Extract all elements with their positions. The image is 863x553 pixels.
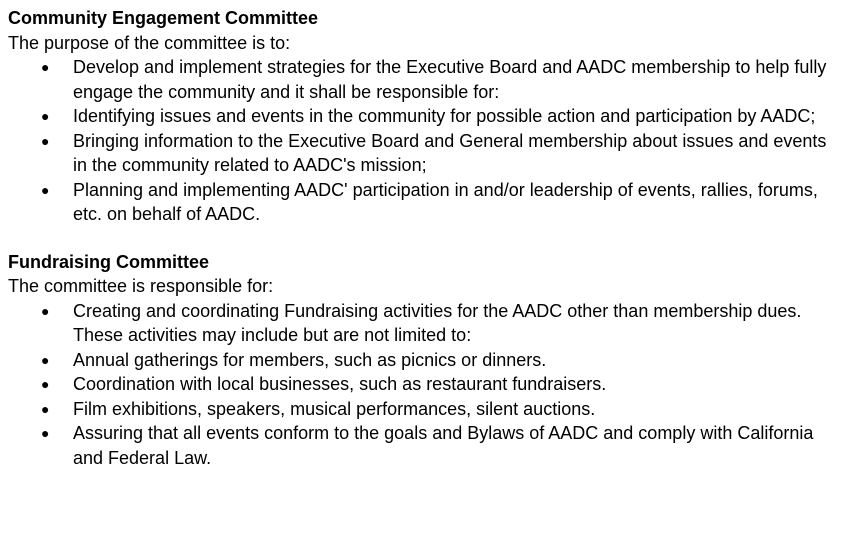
list-item-text: Film exhibitions, speakers, musical performances, silent auctions. [73, 398, 596, 419]
bullet-list [8, 55, 863, 227]
list-item-text: Coordination with local businesses, such as restaurant fundraisers. [73, 374, 607, 394]
list-item-text: Planning and implementing AADC' participation in and/or leadership of events, rallies, forums, etc. on behalf of AADC. [73, 179, 818, 224]
list-item [41, 299, 863, 348]
bullet-icon: ● [41, 425, 50, 441]
list-item [41, 104, 863, 129]
section-intro: The purpose of the committee is to: [8, 32, 291, 53]
section-spacer [8, 227, 863, 250]
bullet-list [8, 299, 863, 471]
list-item-text: Bringing information to the Executive Board and General membership about issues and events in the community related to AADC's mission; [73, 130, 827, 175]
community-engagement-section [8, 6, 863, 227]
bullet-icon: ● [41, 108, 50, 124]
bullet-icon: ● [41, 376, 50, 392]
section-intro: The committee is responsible for: [8, 276, 274, 296]
list-item-text: Annual gatherings for members, such as picnics or dinners. [73, 349, 547, 370]
bullet-icon: ● [41, 132, 50, 149]
bullet-icon: ● [41, 351, 50, 368]
list-item-text: Develop and implement strategies for the Executive Board and AADC membership to help fully engage the community and it shall be responsible for: [73, 57, 827, 102]
section-heading: Fundraising Committee [8, 251, 210, 272]
bullet-icon: ● [41, 181, 50, 198]
list-item [41, 397, 863, 422]
bullet-icon: ● [41, 59, 50, 75]
list-item-text: Creating and coordinating Fundraising activities for the AADC other than membership dues. These activities may include but are not limited to: [73, 300, 802, 345]
list-item-text: Assuring that all events conform to the goals and Bylaws of AADC and comply with California and Federal Law. [73, 423, 814, 468]
list-item [41, 129, 863, 178]
fundraising-section [8, 250, 863, 471]
list-item [41, 421, 863, 470]
section-heading: Community Engagement Committee [8, 8, 319, 28]
bullet-icon: ● [41, 400, 50, 417]
list-item [41, 348, 863, 373]
list-item-text: Identifying issues and events in the community for possible action and participation by AADC; [73, 106, 816, 126]
list-item [41, 372, 863, 397]
list-item [41, 178, 863, 227]
list-item [41, 55, 863, 104]
bullet-icon: ● [41, 302, 50, 319]
